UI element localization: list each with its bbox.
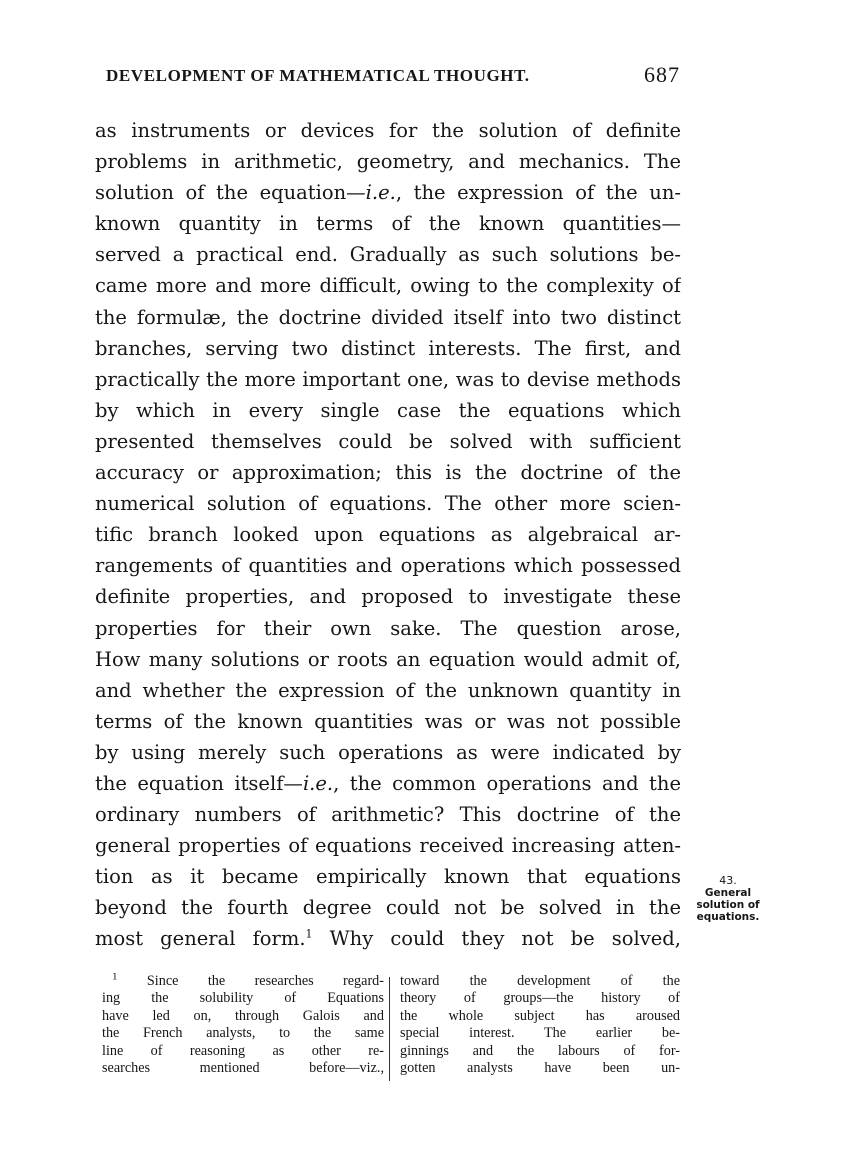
text-line: terms of the known quantities was or was not possible xyxy=(95,709,681,733)
footnote-line: have led on, through Galois and xyxy=(102,1007,384,1024)
running-title: DEVELOPMENT OF MATHEMATICAL THOUGHT. xyxy=(106,66,530,85)
margin-note-line: General xyxy=(704,887,752,899)
footnote-left-column xyxy=(102,973,384,1077)
footnote-line: the whole subject has aroused xyxy=(400,1007,680,1024)
text-line: tion as it became empirically known that equations xyxy=(95,865,681,889)
text-line: and whether the expression of the unknown quantity in xyxy=(95,678,681,702)
text-line: definite properties, and proposed to investigate these xyxy=(95,585,681,609)
text-fragment: most general form. xyxy=(95,927,306,951)
section-number: 43. xyxy=(719,874,737,887)
margin-note-line: solution of xyxy=(696,899,760,911)
text-line: by which in every single case the equations which xyxy=(95,398,681,422)
footnote-right-column xyxy=(400,973,680,1077)
text-line: tific branch looked upon equations as algebraical ar- xyxy=(95,523,681,547)
text-line: presented themselves could be solved with sufficient xyxy=(95,429,681,453)
text-line: came more and more difficult, owing to the complexity of xyxy=(95,274,681,298)
footnote-number: 1 xyxy=(112,973,118,983)
text-line: served a practical end. Gradually as such solutions be- xyxy=(95,243,681,267)
footnote-line: special interest. The earlier be- xyxy=(400,1025,680,1042)
text-line: by using merely such operations as were indicated by xyxy=(95,740,681,764)
text-line: general properties of equations received increasing atten- xyxy=(95,834,681,858)
footnote-text: Since the researches regard- xyxy=(146,973,384,989)
text-line: branches, serving two distinct interests. The first, and xyxy=(95,336,681,360)
text-line: problems in arithmetic, geometry, and mechanics. The xyxy=(95,150,681,174)
text-line: solution of the equation—i.e., the expression of the un- xyxy=(95,181,681,205)
text-line: accuracy or approximation; this is the doctrine of the xyxy=(95,461,681,485)
text-line: as instruments or devices for the solution of definite xyxy=(95,119,681,142)
text-line: properties for their own sake. The question arose, xyxy=(95,616,681,640)
page-number: 687 xyxy=(644,62,680,87)
footnote-line: theory of groups—the history of xyxy=(400,990,680,1007)
footnote-line: toward the development of the xyxy=(400,973,680,989)
text-line xyxy=(95,923,681,954)
footnote-line: ginnings and the labours of for- xyxy=(400,1042,680,1059)
text-line: known quantity in terms of the known quantities— xyxy=(95,212,681,236)
column-divider xyxy=(389,977,390,1081)
text-line: rangements of quantities and operations which possessed xyxy=(95,554,681,578)
footnote-line xyxy=(102,973,384,990)
text-line: ordinary numbers of arithmetic? This doctrine of the xyxy=(95,803,681,827)
text-line: the equation itself—i.e., the common operations and the xyxy=(95,771,681,795)
margin-note-line: equations. xyxy=(696,911,760,923)
text-line: the formulæ, the doctrine divided itself into two distinct xyxy=(95,305,681,329)
running-header xyxy=(106,62,680,92)
footnote-line: gotten analysts have been un- xyxy=(400,1059,680,1076)
text-fragment: Why could they not be solved, xyxy=(329,927,681,951)
margin-note xyxy=(688,875,768,923)
text-line: beyond the fourth degree could not be solved in the xyxy=(95,896,681,920)
footnote-line: searches mentioned before—viz., xyxy=(102,1059,384,1076)
footnote-line: the French analysts, to the same xyxy=(102,1025,384,1042)
body-text xyxy=(95,115,681,955)
footnote-marker: 1 xyxy=(305,927,313,941)
footnote-line: line of reasoning as other re- xyxy=(102,1042,384,1059)
footnote-line: ing the solubility of Equations xyxy=(102,990,384,1007)
text-line: numerical solution of equations. The other more scien- xyxy=(95,492,681,516)
footnotes xyxy=(98,973,681,1085)
text-line: practically the more important one, was to devise methods xyxy=(95,367,681,391)
text-line: How many solutions or roots an equation would admit of, xyxy=(95,647,681,671)
